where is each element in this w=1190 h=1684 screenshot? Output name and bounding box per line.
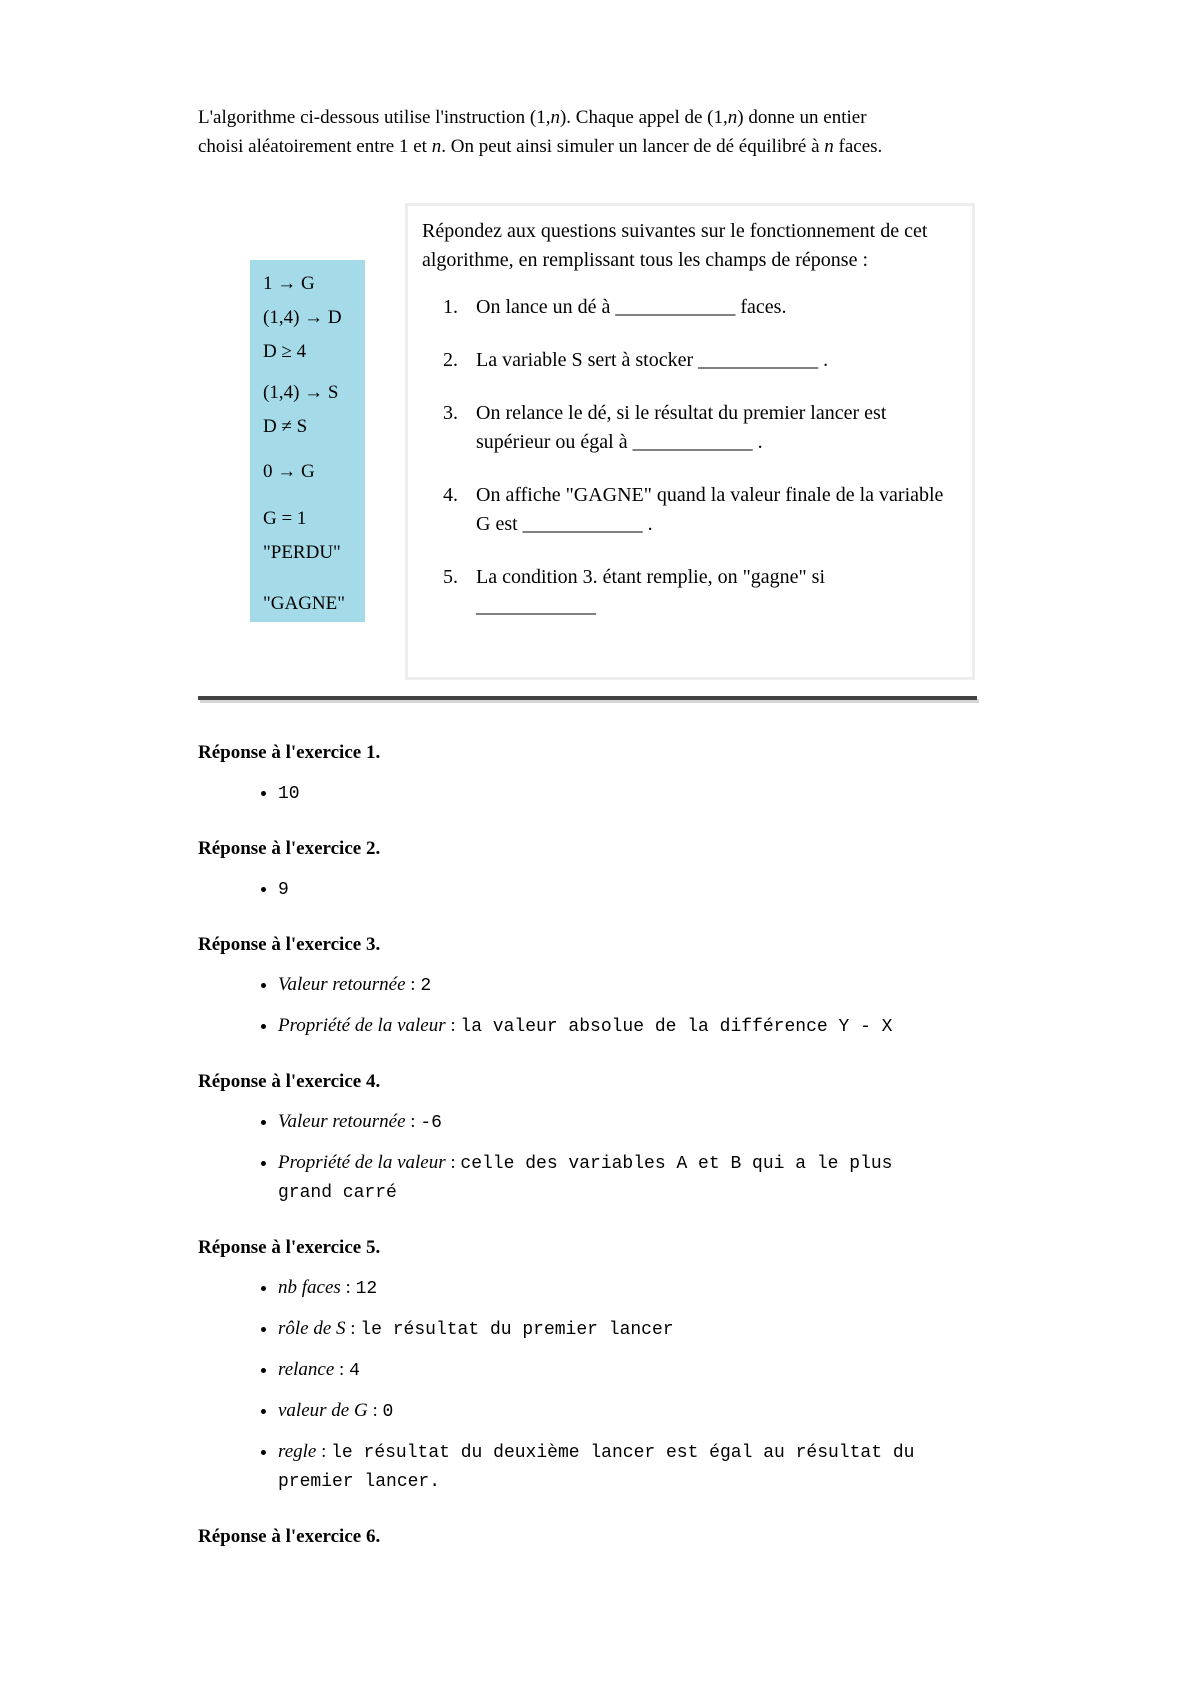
text-segment: n <box>727 107 738 128</box>
questions-list <box>422 293 958 621</box>
text-segment: : <box>445 1015 461 1036</box>
question-number: 1. <box>443 296 458 318</box>
text-segment: ____________ <box>476 595 596 617</box>
answer-list <box>198 1274 918 1496</box>
text-segment: n <box>431 136 442 157</box>
algorithm-line: 1 → G <box>263 273 315 294</box>
question-item <box>443 481 958 539</box>
text-segment: Propriété de la valeur <box>278 1015 446 1036</box>
answer-list <box>198 875 918 904</box>
question-text <box>476 293 958 322</box>
horizontal-divider <box>198 696 977 700</box>
answer-section-heading: Réponse à l'exercice 6. <box>198 1526 381 1547</box>
text-segment: 9 <box>278 880 289 900</box>
question-text <box>476 346 958 375</box>
text-segment: la valeur absolue de la différence Y - X <box>460 1017 893 1037</box>
text-segment: On affiche "GAGNE" quand la valeur finale de la variable G est <box>476 484 944 535</box>
text-segment: 4 <box>349 1361 360 1381</box>
text-segment: 0 <box>382 1402 394 1422</box>
answer-item <box>278 1356 918 1385</box>
algorithm-line: "GAGNE" <box>263 593 346 614</box>
answers-area <box>198 712 918 1563</box>
algorithm-line: 0 → G <box>263 461 315 482</box>
answer-list <box>198 971 918 1041</box>
answer-item <box>278 875 918 904</box>
text-segment: . On peut ainsi simuler un lancer de dé équilibré à <box>441 136 825 157</box>
question-number: 5. <box>443 566 458 588</box>
answer-item <box>278 971 918 1000</box>
answer-item <box>278 1149 918 1207</box>
algorithm-line: "PERDU" <box>263 542 341 563</box>
text-segment: valeur de G <box>278 1400 368 1421</box>
text-segment: le résultat du premier lancer <box>360 1320 674 1340</box>
algorithm-line: (1,4) → S <box>263 382 339 403</box>
text-segment: . <box>642 513 653 535</box>
text-segment: On relance le dé, si le résultat du premier lancer est supérieur ou égal à <box>476 402 887 453</box>
question-item <box>443 346 958 375</box>
text-segment: Propriété de la valeur <box>278 1152 446 1173</box>
answer-section-heading: Réponse à l'exercice 4. <box>198 1071 381 1092</box>
text-segment: . <box>752 431 763 453</box>
text-segment: faces. <box>833 136 883 157</box>
text-segment: La variable S sert à stocker <box>476 349 699 371</box>
text-segment: Valeur retournée <box>278 1111 406 1132</box>
answer-item <box>278 1315 918 1344</box>
text-segment: : <box>334 1359 350 1380</box>
text-segment: n <box>550 107 560 128</box>
text-segment: On lance un dé à <box>476 296 616 318</box>
answer-item <box>278 1397 918 1426</box>
intro-paragraph <box>198 103 914 161</box>
text-segment: rôle de S <box>278 1318 346 1339</box>
text-segment: Valeur retournée <box>278 974 406 995</box>
text-segment: faces. <box>735 296 787 318</box>
text-segment: n <box>824 136 834 157</box>
questions-panel <box>405 203 975 680</box>
question-text <box>476 481 958 539</box>
text-segment: : <box>405 974 421 995</box>
answer-section-heading: Réponse à l'exercice 5. <box>198 1237 381 1258</box>
answer-section-heading: Réponse à l'exercice 3. <box>198 934 381 955</box>
question-item <box>443 293 958 322</box>
answer-item <box>278 779 918 808</box>
text-segment: 12 <box>355 1279 378 1299</box>
text-segment: : <box>345 1318 361 1339</box>
text-segment: : <box>445 1152 461 1173</box>
text-segment: ____________ <box>632 431 753 453</box>
text-segment: celle des variables A et B qui a le plus grand carré <box>278 1154 893 1203</box>
algorithm-line: (1,4) → D <box>263 307 342 328</box>
text-segment: : <box>367 1400 383 1421</box>
answer-item <box>278 1012 918 1041</box>
algorithm-line: G = 1 <box>263 508 307 529</box>
answer-section-heading: Réponse à l'exercice 1. <box>198 742 381 763</box>
text-segment: : <box>405 1111 421 1132</box>
answer-item <box>278 1438 918 1496</box>
questions-panel-intro: Répondez aux questions suivantes sur le fonctionnement de cet algorithme, en remplissant tous les champs de réponse : <box>422 220 928 271</box>
text-segment: relance <box>278 1359 335 1380</box>
question-number: 2. <box>443 349 458 371</box>
answer-item <box>278 1274 918 1303</box>
text-segment: ____________ <box>615 296 736 318</box>
text-segment: regle <box>278 1441 317 1462</box>
text-segment: 2 <box>420 976 432 996</box>
question-text <box>476 399 958 457</box>
question-number: 4. <box>443 484 458 506</box>
question-text <box>476 563 958 621</box>
answer-section-heading: Réponse à l'exercice 2. <box>198 838 381 859</box>
algorithm-line: D ≥ 4 <box>263 341 307 362</box>
text-segment: 10 <box>278 784 300 804</box>
question-item <box>443 563 958 621</box>
text-segment: ) donne un entier choisi aléatoirement entre 1 et <box>198 107 867 157</box>
question-number: 3. <box>443 402 458 424</box>
question-item <box>443 399 958 457</box>
text-segment: ). Chaque appel de (1, <box>559 107 728 128</box>
answer-list <box>198 1108 918 1207</box>
answer-item <box>278 1108 918 1137</box>
algorithm-line: D ≠ S <box>263 416 308 437</box>
answer-list <box>198 779 918 808</box>
text-segment: . <box>818 349 829 371</box>
text-segment: L'algorithme ci-dessous utilise l'instruction (1, <box>198 107 551 128</box>
text-segment: ____________ <box>522 513 643 535</box>
text-segment: : <box>340 1277 356 1298</box>
text-segment: La condition 3. étant remplie, on "gagne" si <box>476 566 826 588</box>
text-segment: ____________ <box>698 349 819 371</box>
text-segment: : <box>316 1441 332 1462</box>
algorithm-box <box>250 260 365 622</box>
text-segment: -6 <box>420 1113 442 1133</box>
text-segment: le résultat du deuxième lancer est égal au résultat du premier lancer. <box>278 1443 915 1492</box>
text-segment: nb faces <box>278 1277 341 1298</box>
